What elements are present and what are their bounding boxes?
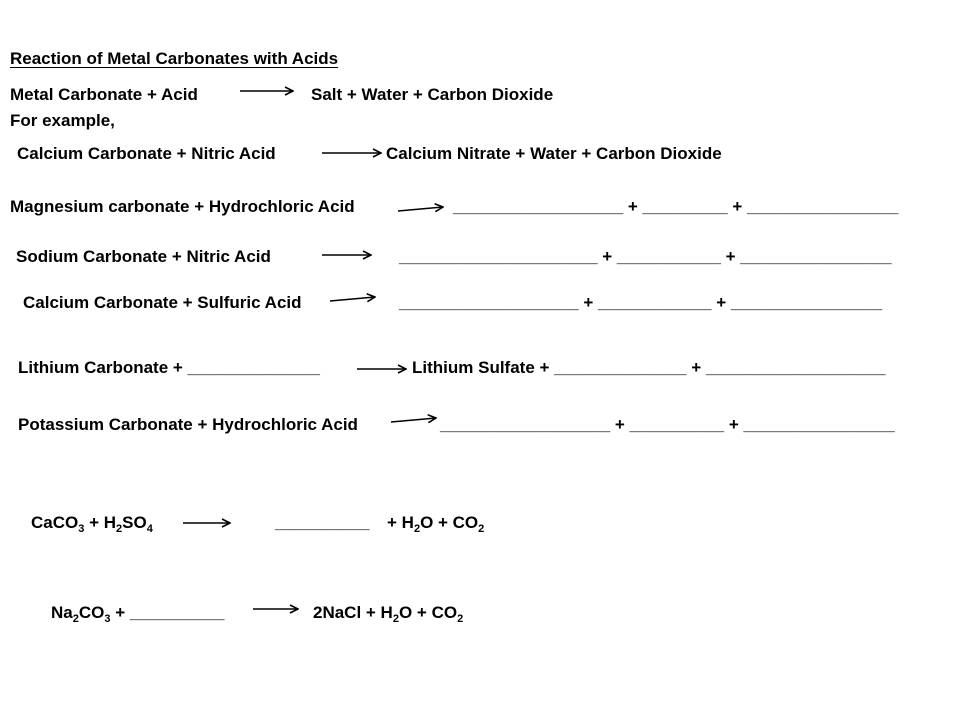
- general-equation-rhs: Salt + Water + Carbon Dioxide: [311, 85, 554, 104]
- arrow-icon: [253, 602, 301, 616]
- arrow-icon: [240, 84, 296, 98]
- exercise-lhs: Calcium Carbonate + Sulfuric Acid: [23, 293, 302, 312]
- exercise-lhs: Sodium Carbonate + Nitric Acid: [16, 247, 271, 266]
- exercise-rhs-blanks: _____________________ + ___________ + ________________: [399, 247, 892, 266]
- exercise-rhs-blanks: ___________________ + ____________ + ________________: [399, 293, 883, 312]
- example-equation-rhs: Calcium Nitrate + Water + Carbon Dioxide: [386, 144, 722, 163]
- page-title: Reaction of Metal Carbonates with Acids: [10, 49, 339, 68]
- exercise-lhs: Magnesium carbonate + Hydrochloric Acid: [10, 197, 355, 216]
- arrow-icon: [322, 248, 374, 262]
- example-equation-lhs: Calcium Carbonate + Nitric Acid: [17, 144, 276, 163]
- general-equation-lhs: Metal Carbonate + Acid: [10, 85, 198, 104]
- formula-blank: __________: [275, 513, 370, 532]
- example-label: For example,: [10, 111, 115, 130]
- exercise-rhs-blanks: __________________ + __________ + ________________: [440, 415, 895, 434]
- formula-equation-rhs: + $H_2O + CO_2$: [387, 513, 485, 535]
- arrow-icon: [183, 516, 233, 530]
- exercise-rhs-blanks: Lithium Sulfate + ______________ + ___________________: [412, 358, 886, 377]
- exercise-rhs-blanks: __________________ + _________ + ________________: [453, 197, 899, 216]
- arrow-icon: [330, 292, 378, 306]
- exercise-lhs: Potassium Carbonate + Hydrochloric Acid: [18, 415, 358, 434]
- exercise-lhs: Lithium Carbonate + ______________: [18, 358, 320, 377]
- arrow-icon: [391, 413, 439, 427]
- formula-equation-rhs: 2NaCl + $H_2O + CO_2$: [313, 603, 464, 625]
- formula-equation-lhs: CaCO$_3$ + $H_2SO_4$: [31, 513, 153, 535]
- formula-equation-lhs: $Na_2CO_3$ + __________: [51, 603, 225, 625]
- arrow-icon: [357, 362, 409, 376]
- arrow-icon: [322, 146, 384, 160]
- arrow-icon: [398, 202, 446, 216]
